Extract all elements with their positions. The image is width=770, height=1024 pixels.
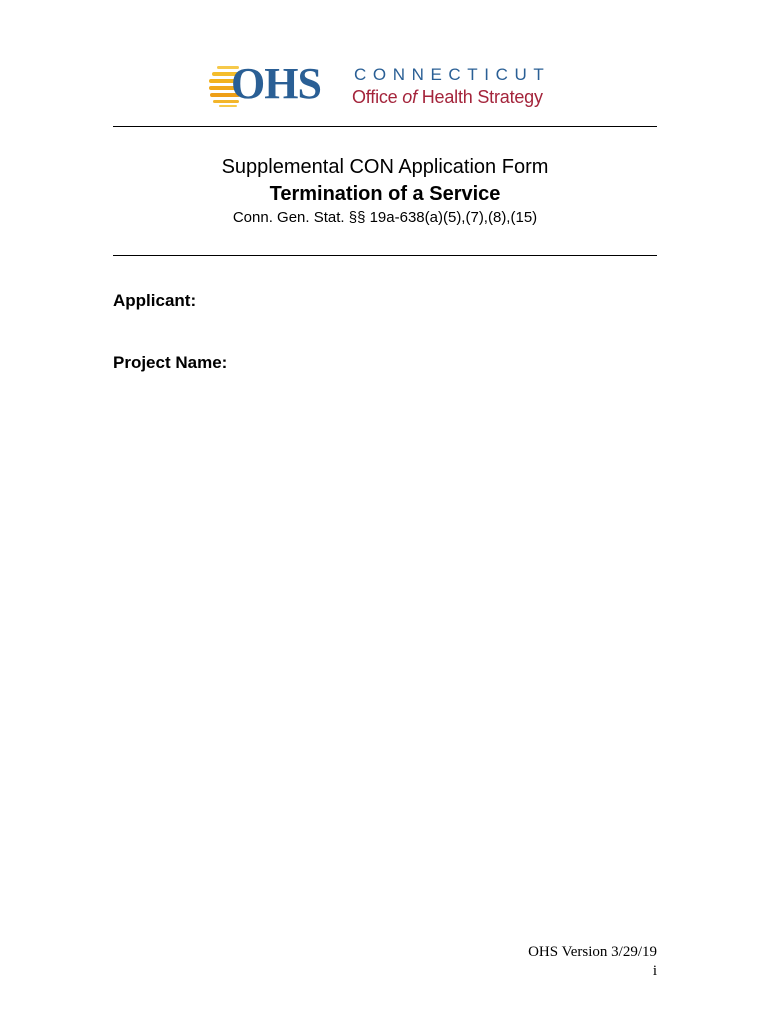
- form-title: Supplemental CON Application Form: [221, 156, 549, 178]
- project-name-label: Project Name:: [113, 353, 228, 372]
- logo-agency-name: [352, 86, 543, 108]
- ohs-connecticut-logo: [209, 59, 561, 110]
- logo-agency-of: of: [402, 87, 417, 107]
- page-number: i: [652, 963, 657, 979]
- form-subtitle: Termination of a Service: [269, 183, 501, 205]
- top-divider: [113, 126, 657, 127]
- logo-agency-part1: Office: [352, 87, 403, 107]
- logo-state-name: CONNECTICUT: [354, 65, 551, 84]
- logo-agency-part2: Health Strategy: [416, 87, 543, 107]
- statute-citation: Conn. Gen. Stat. §§ 19a-638(a)(5),(7),(8),(15): [232, 209, 538, 226]
- version-footer: OHS Version 3/29/19: [528, 944, 657, 960]
- bottom-divider: [113, 255, 657, 256]
- applicant-label: Applicant:: [113, 291, 197, 310]
- logo-acronym: OHS: [231, 59, 321, 108]
